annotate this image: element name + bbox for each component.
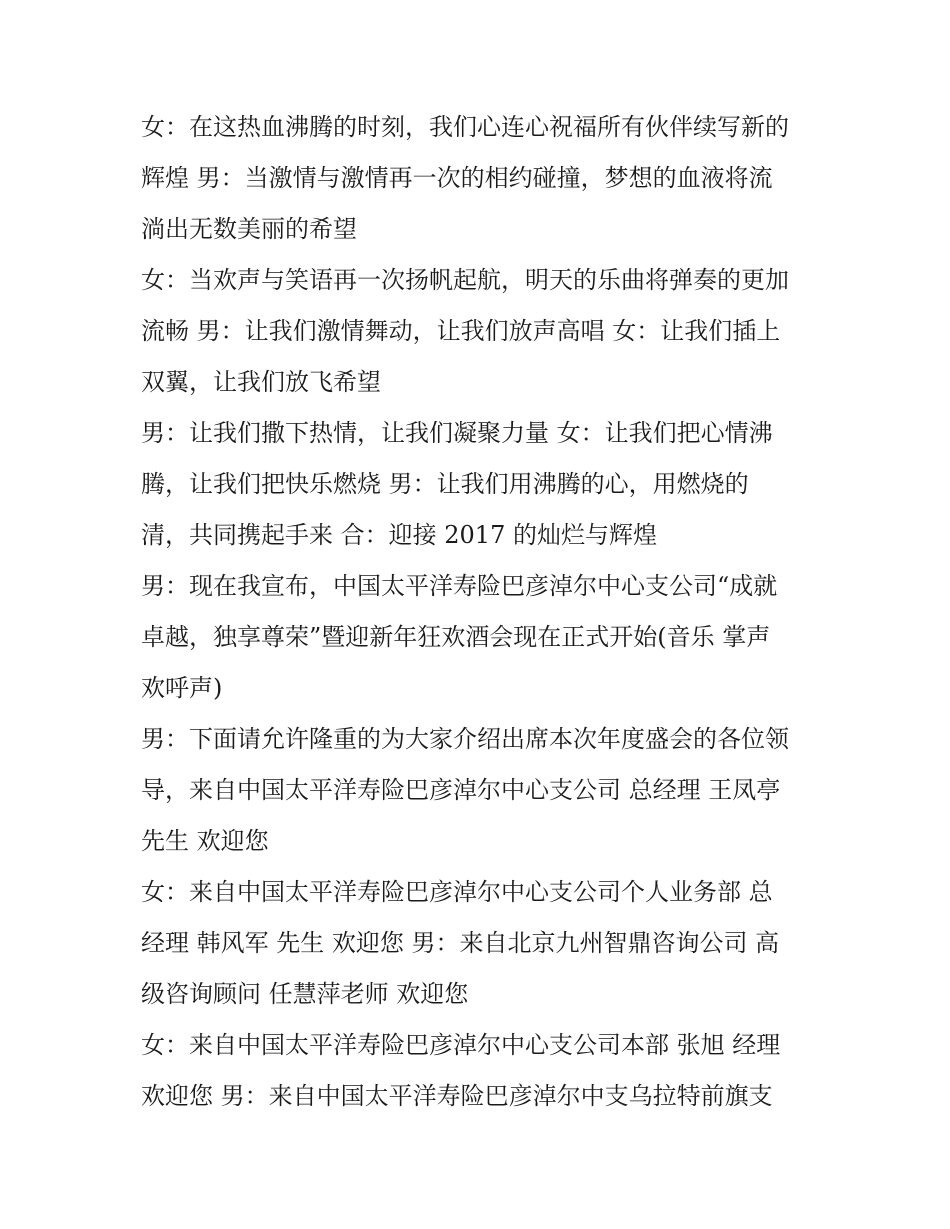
text-line: 女：当欢声与笑语再一次扬帆起航，明天的乐曲将弹奏的更加 bbox=[141, 266, 789, 294]
text-line: 女：来自中国太平洋寿险巴彦淖尔中心支公司个人业务部 总 bbox=[141, 878, 773, 906]
text-line: 双翼，让我们放飞希望 bbox=[141, 368, 381, 396]
document-page bbox=[141, 102, 813, 1122]
paragraph-6 bbox=[141, 867, 813, 1020]
text-line: 辉煌 男：当激情与激情再一次的相约碰撞，梦想的血液将流 bbox=[141, 164, 773, 192]
text-line: 男：下面请允许隆重的为大家介绍出席本次年度盛会的各位领 bbox=[141, 725, 789, 753]
text-line: 淌出无数美丽的希望 bbox=[141, 215, 357, 243]
text-line: 欢迎您 男：来自中国太平洋寿险巴彦淖尔中支乌拉特前旗支 bbox=[141, 1082, 773, 1110]
text-line: 女：在这热血沸腾的时刻，我们心连心祝福所有伙伴续写新的 bbox=[141, 113, 789, 141]
text-line: 腾，让我们把快乐燃烧 男：让我们用沸腾的心，用燃烧的 bbox=[141, 470, 749, 498]
paragraph-2 bbox=[141, 255, 813, 408]
paragraph-3 bbox=[141, 408, 813, 561]
text-line: 欢呼声) bbox=[141, 674, 223, 702]
text-line: 先生 欢迎您 bbox=[141, 827, 269, 855]
paragraph-4 bbox=[141, 561, 813, 714]
text-line: 男：现在我宣布，中国太平洋寿险巴彦淖尔中心支公司“成就 bbox=[141, 572, 778, 600]
text-line: 级咨询顾问 任慧萍老师 欢迎您 bbox=[141, 980, 469, 1008]
text-line: 清，共同携起手来 合：迎接 2017 的灿烂与辉煌 bbox=[141, 521, 657, 549]
paragraph-7 bbox=[141, 1020, 813, 1122]
paragraph-1 bbox=[141, 102, 813, 255]
text-line: 导，来自中国太平洋寿险巴彦淖尔中心支公司 总经理 王凤亭 bbox=[141, 776, 781, 804]
text-line: 男：让我们撒下热情，让我们凝聚力量 女：让我们把心情沸 bbox=[141, 419, 773, 447]
paragraph-5 bbox=[141, 714, 813, 867]
text-line: 卓越，独享尊荣”暨迎新年狂欢酒会现在正式开始(音乐 掌声 bbox=[141, 623, 771, 651]
text-line: 流畅 男：让我们激情舞动，让我们放声高唱 女：让我们插上 bbox=[141, 317, 781, 345]
text-line: 女：来自中国太平洋寿险巴彦淖尔中心支公司本部 张旭 经理 bbox=[141, 1031, 781, 1059]
text-line: 经理 韩风军 先生 欢迎您 男：来自北京九州智鼎咨询公司 高 bbox=[141, 929, 780, 957]
